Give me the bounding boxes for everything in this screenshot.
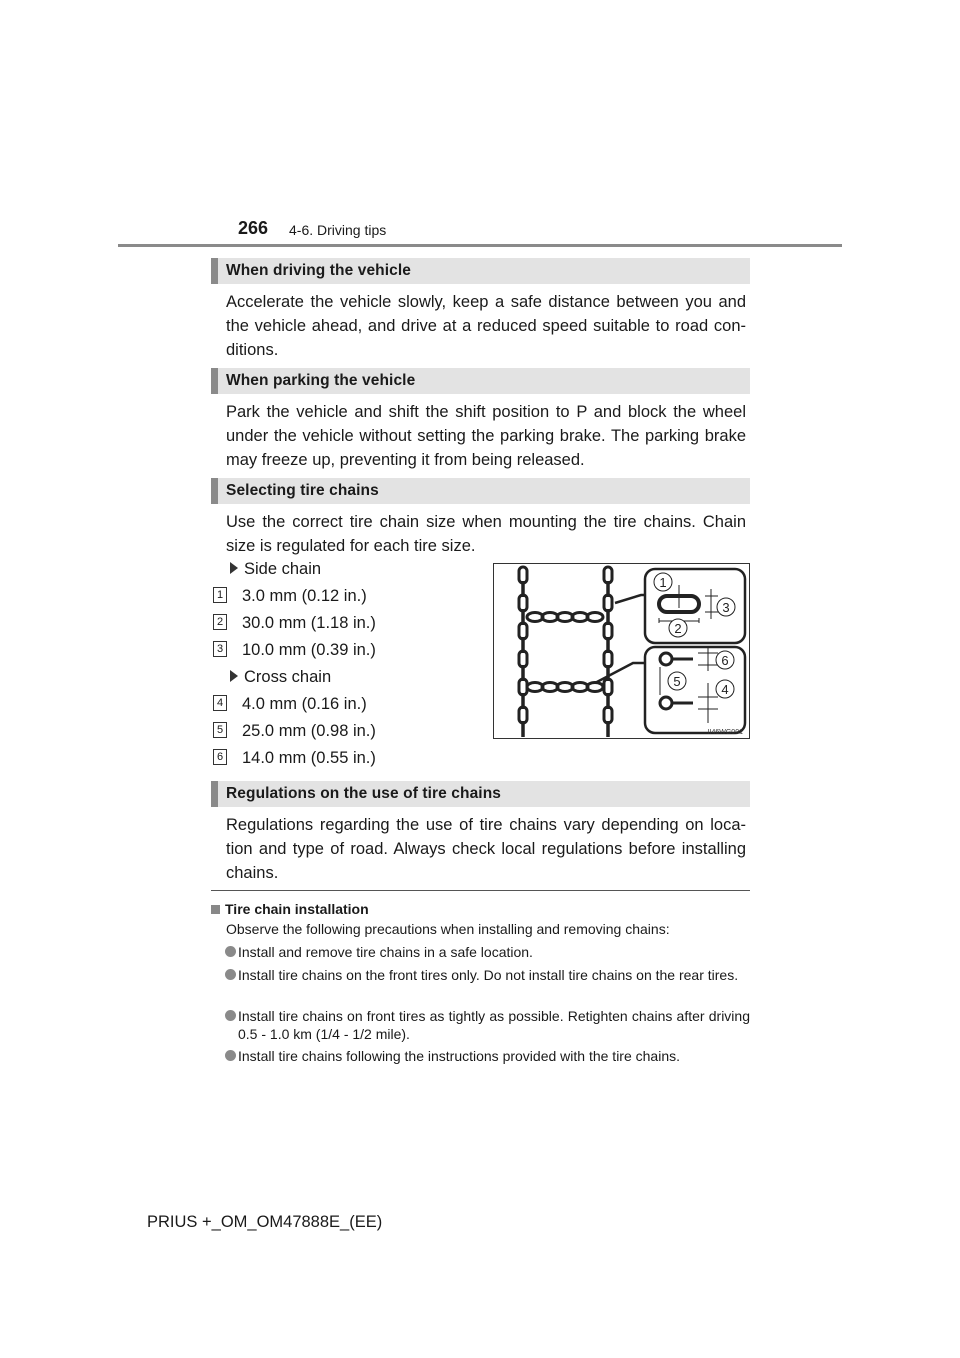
list-item bbox=[211, 966, 750, 984]
callout-number: 4 bbox=[213, 695, 227, 711]
callout-number: 1 bbox=[213, 587, 227, 603]
spec-item-4 bbox=[213, 692, 367, 716]
callout-number: 3 bbox=[213, 641, 227, 657]
figure-callout-6: 6 bbox=[721, 653, 729, 668]
parking-paragraph: Park the vehicle and shift the shift position to P and block the wheel under the vehicle without setting the parking brake. The parking brake may freeze up, preventing it from being released. bbox=[226, 403, 746, 469]
spec-value: 4.0 mm (0.16 in.) bbox=[242, 695, 367, 713]
list-item-text: Install and remove tire chains in a safe location. bbox=[238, 944, 533, 960]
figure-callout-1: 1 bbox=[659, 575, 667, 590]
list-item-text: Install tire chains on the front tires only. Do not install tire chains on the rear tires. bbox=[238, 967, 739, 983]
spec-item-3 bbox=[213, 638, 376, 662]
side-chain-label: Side chain bbox=[244, 560, 322, 578]
document-id: PRIUS +_OM_OM47888E_(EE) bbox=[147, 1213, 383, 1231]
spec-item-1 bbox=[213, 584, 367, 608]
figure-callout-2: 2 bbox=[674, 621, 682, 636]
section-heading-driving: When driving the vehicle bbox=[211, 258, 750, 284]
header-divider bbox=[118, 244, 842, 247]
figure-callout-3: 3 bbox=[722, 600, 730, 615]
regulations-paragraph: Regulations regarding the use of tire chains vary depending on loca-tion and type of road. Always check local regulations before installing chains. bbox=[226, 816, 746, 882]
list-item-text: Install tire chains on front tires as tightly as possible. Retighten chains after driving 0.5 - 1.0 km (1/4 - 1/2 mile). bbox=[238, 1008, 750, 1042]
list-item bbox=[211, 1047, 750, 1065]
side-chain-item bbox=[226, 557, 321, 581]
square-bullet-icon bbox=[211, 905, 220, 914]
cross-chain-label: Cross chain bbox=[244, 668, 332, 686]
spec-item-2 bbox=[213, 611, 376, 635]
spec-value: 10.0 mm (0.39 in.) bbox=[242, 641, 376, 659]
note-title: Tire chain installation bbox=[225, 901, 369, 917]
section-heading-regulations: Regulations on the use of tire chains bbox=[211, 781, 750, 807]
callout-number: 5 bbox=[213, 722, 227, 738]
figure-callout-4: 4 bbox=[721, 682, 729, 697]
circle-bullet-icon bbox=[225, 1050, 236, 1061]
spec-value: 25.0 mm (0.98 in.) bbox=[242, 722, 376, 740]
callout-number: 6 bbox=[213, 749, 227, 765]
selecting-paragraph: Use the correct tire chain size when mounting the tire chains. Chain size is regulated for each tire size. bbox=[226, 513, 746, 555]
figure-callout-5: 5 bbox=[673, 674, 681, 689]
circle-bullet-icon bbox=[225, 1010, 236, 1021]
list-item bbox=[211, 943, 750, 961]
section-breadcrumb: 4-6. Driving tips bbox=[289, 222, 387, 238]
triangle-bullet-icon bbox=[230, 562, 238, 574]
circle-bullet-icon bbox=[225, 969, 236, 980]
driving-paragraph: Accelerate the vehicle slowly, keep a safe distance between you and the vehicle ahead, and drive at a reduced speed suitable to road con-ditions. bbox=[226, 293, 746, 359]
note-intro: Observe the following precautions when installing and removing chains: bbox=[226, 921, 670, 937]
spec-value: 3.0 mm (0.12 in.) bbox=[242, 587, 367, 605]
spec-item-5 bbox=[213, 719, 376, 743]
spec-value: 30.0 mm (1.18 in.) bbox=[242, 614, 376, 632]
triangle-bullet-icon bbox=[230, 670, 238, 682]
list-item bbox=[211, 1007, 750, 1043]
list-item-text: Install tire chains following the instructions provided with the tire chains. bbox=[238, 1048, 680, 1064]
note-divider bbox=[211, 890, 750, 891]
spec-item-6 bbox=[213, 746, 376, 770]
callout-number: 2 bbox=[213, 614, 227, 630]
figure-code: II46WG001 bbox=[707, 729, 743, 736]
note-heading bbox=[211, 901, 369, 917]
section-heading-selecting: Selecting tire chains bbox=[211, 478, 750, 504]
circle-bullet-icon bbox=[225, 946, 236, 957]
cross-chain-item bbox=[226, 665, 331, 689]
section-heading-parking: When parking the vehicle bbox=[211, 368, 750, 394]
tire-chain-diagram bbox=[493, 563, 750, 739]
page-number: 266 bbox=[238, 218, 269, 238]
spec-value: 14.0 mm (0.55 in.) bbox=[242, 749, 376, 767]
